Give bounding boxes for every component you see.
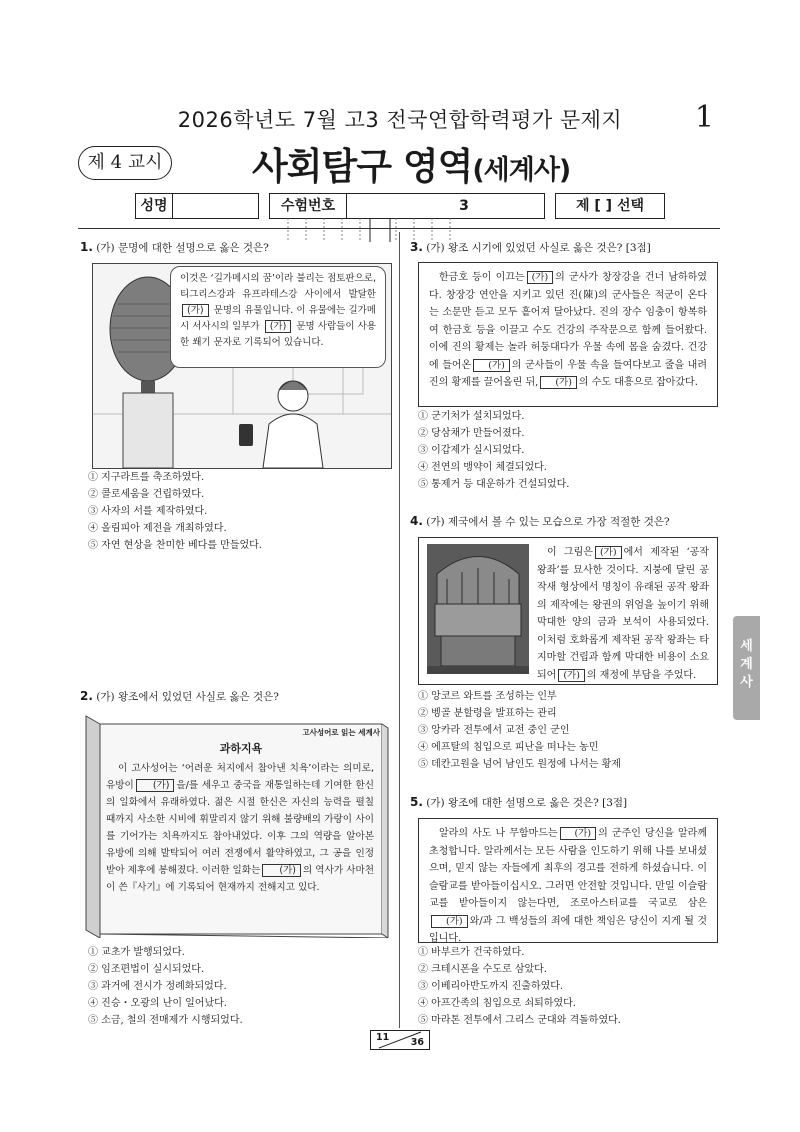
q1-options [88,469,388,554]
q3-text: 의 군사가 창장강을 건너 남하하였다. 창장강 연안을 지키고 있던 진(陳)의 군사들은 적군이 온다는 소문만 듣고 모두 흩어져 달아났다. 진의 장수 임충이 항복하여 한금호 등을 이끌고 수도 건강의 주작문으로 함께 들어왔다. 이에 진의 황제는 놀라 허둥대다가 우물 속에 몸을 숨겼다. 건강에 들어온 [429,272,707,371]
q3-number: 3. [410,240,423,254]
q1-question: (가) 문명에 대한 설명으로 옳은 것은? [96,242,269,254]
option[interactable]: ② 크테시폰을 수도로 삼았다. [418,964,547,975]
q2-text: 을/를 세우고 중국을 재통일하는데 기여한 한신의 일화에서 유래하였다. 젊은 시절 한신은 자신의 능력을 펼칠 때까지 사소한 시비에 휘말리지 않기 위해 불량배의 가랑이 사이를 기어가는 치욕까지도 참아내었다. 이후 그의 역량을 알아본 유방에 의해 발탁되어 여러 전쟁에서 활약하였고, 그 공을 인정받아 제후에 봉해졌다. 이러한 일화는 [106,780,374,876]
q5-stem [410,794,720,812]
exam-number-label: 수험번호 [270,194,347,218]
option[interactable]: ③ 앙카라 전투에서 교전 중인 군인 [418,725,570,736]
column-divider [399,232,400,1028]
page-counter [370,1030,430,1050]
option[interactable]: ④ 아프간족의 침입으로 쇠퇴하였다. [418,998,576,1009]
q1-bubble-text: 문명 사람들이 사용한 쐐기 문자로 기록되어 있습니다. [180,321,376,348]
q3-question: (가) 왕조 시기에 있었던 사실로 옳은 것은? [3점] [426,242,651,254]
page-number: 1 [694,100,714,135]
q3-passage [418,262,718,407]
option[interactable]: ② 벵골 분할령을 발표하는 관리 [418,708,557,719]
blank-ga: (가) [560,827,597,840]
page-current: 11 [376,1032,390,1043]
period-badge: 제 4 교시 [78,146,172,180]
selection-box: 제 [ ] 선택 [555,193,665,219]
q1-speech-bubble [170,266,386,368]
q3-text: 의 수도 대흥으로 잡아갔다. [578,377,698,388]
option[interactable]: ① 바부르가 건국하였다. [418,947,525,958]
option[interactable]: ⑤ 통제거 등 대운하가 건설되었다. [418,479,570,490]
q2-passage [106,760,374,896]
option[interactable]: ① 앙코르 와트를 조성하는 인부 [418,691,557,702]
q2-question: (가) 왕조에서 있었던 사실로 옳은 것은? [96,691,279,703]
blank-ga: (가) [558,669,585,682]
subject-title [252,136,570,190]
q5-number: 5. [410,795,423,809]
q4-number: 4. [410,514,423,528]
blank-ga: (가) [265,320,292,333]
q1-stem [80,239,390,257]
q2-number: 2. [80,689,93,703]
option[interactable]: ② 당삼채가 만들어졌다. [418,428,525,439]
peacock-throne-icon [427,544,529,674]
q5-text: 의 군주인 당신을 알라께 초청합니다. 알라께서는 모든 사람을 인도하기 위해 나를 보내셨으며, 믿지 않는 자들에게 최후의 경고를 전하게 하셨습니다. 이슬람교를 받아들이십시오. 그러면 안전할 것입니다. 만일 이슬람교를 받아들이지 않는다면, 조로아스터교를 국교로 삼은 [429,828,707,909]
blank-ga: (가) [540,376,577,389]
q5-text: 알라의 사도 나 무함마드는 [439,828,558,839]
name-box [135,193,259,219]
option[interactable]: ① 군기처가 설치되었다. [418,411,525,422]
blank-ga: (가) [262,864,301,877]
option[interactable]: ③ 이베리아반도까지 진출하였다. [418,981,564,992]
q1-bubble-text: 이것은 ‘길가메시의 꿈’이라 불리는 점토판으로, 티그리스강과 유프라테스강 사이에서 발달한 [180,273,376,300]
option[interactable]: ⑤ 마라톤 전투에서 그리스 군대와 격돌하였다. [418,1015,621,1026]
q4-options [418,688,718,773]
option[interactable]: ① 지구라트를 축조하였다. [88,472,205,483]
option[interactable]: ⑤ 자연 현상을 찬미한 베다를 만들었다. [88,540,262,551]
blank-ga: (가) [136,779,175,792]
blank-ga: (가) [182,304,209,317]
q3-text: 한금호 등이 이끄는 [439,272,525,283]
blank-ga: (가) [527,271,554,284]
q4-text: 에서 제작된 ‘공작 왕좌’를 묘사한 것이다. 지붕에 달린 공작새 형상에서 명칭이 유래된 공작 왕좌의 제작에는 왕권의 위엄을 높이기 위해 막대한 양의 금과 보석이 사용되었다. 이처럼 호화롭게 제작된 공작 왕좌는 타지마할 건립과 함께 막대한 비용이 소요되어 [537,547,709,681]
header-divider [78,228,720,229]
student-info-bar [135,193,665,219]
subject-sub: (세계사) [472,155,571,186]
option[interactable]: ⑤ 소금, 철의 전매제가 시행되었다. [88,1015,243,1026]
subject-side-tab [733,616,760,720]
option[interactable]: ④ 에프탈의 침입으로 피난을 떠나는 농민 [418,742,599,753]
q2-text: 의 역사가 사마천이 쓴『사기』에 기록되어 현재까지 전해지고 있다. [106,865,374,893]
q2-text: 이 고사성어는 ‘어려운 처지에서 참아낸 치욕’이라는 의미로, 유방이 [106,763,374,791]
exam-number-box [269,193,545,219]
option[interactable]: ④ 전연의 맹약이 체결되었다. [418,462,547,473]
q5-passage [418,818,718,943]
blank-ga: (가) [431,915,468,928]
option[interactable]: ⑤ 데칸고원을 넘어 남인도 원정에 나서는 황제 [418,759,621,770]
book-title: 과하지욕 [219,742,263,755]
q4-question: (가) 제국에서 볼 수 있는 모습으로 가장 적절한 것은? [426,516,670,528]
q5-question: (가) 왕조에 대한 설명으로 옳은 것은? [3점] [426,797,628,809]
exam-title: 2026학년도 7월 고3 전국연합학력평가 문제지 [177,108,623,132]
option[interactable]: ③ 사자의 서를 제작하였다. [88,506,208,517]
option[interactable]: ④ 올림피아 제전을 개최하였다. [88,523,227,534]
option[interactable]: ② 콜로세움을 건립하였다. [88,489,205,500]
q4-stem [410,513,720,531]
name-label: 성명 [136,194,173,218]
q5-text: 와/과 그 백성들의 죄에 대한 책임은 당신이 지게 될 것입니다. [429,915,707,944]
option[interactable]: ③ 과거에 전시가 정례화되었다. [88,981,227,992]
q4-passage [418,537,718,685]
option[interactable]: ③ 이갑제가 실시되었다. [418,445,525,456]
side-tab-label: 세계사 [740,639,753,690]
q3-options [418,408,718,493]
exam-number-digit: 3 [459,198,469,214]
subject-main: 사회탐구 영역 [252,145,473,188]
q4-text: 이 그림은 [547,547,593,558]
blank-ga: (가) [595,546,622,559]
q1-bubble-text: 문명의 유물입니다. 이 유물에는 길가메시 서사시의 일부가 [180,305,376,332]
q2-stem [80,688,390,706]
q1-number: 1. [80,240,93,254]
q2-book-illustration [82,712,392,938]
q2-options [88,944,388,1029]
option[interactable]: ④ 진승・오광의 난이 일어났다. [88,998,227,1009]
q3-stem [410,239,720,257]
q3-text: 의 군사들이 우물 속을 들여다보고 줄을 내려 진의 황제를 끌어올린 뒤, [429,359,707,388]
q4-text: 의 재정에 부담을 주었다. [586,669,697,681]
option[interactable]: ① 교초가 발행되었다. [88,947,185,958]
book-series-label: 고사성어로 읽는 세계사 [302,728,380,737]
blank-ga: (가) [473,359,510,372]
option[interactable]: ② 임조편법이 실시되었다. [88,964,205,975]
q5-options [418,944,718,1029]
page-total: 36 [410,1037,424,1048]
